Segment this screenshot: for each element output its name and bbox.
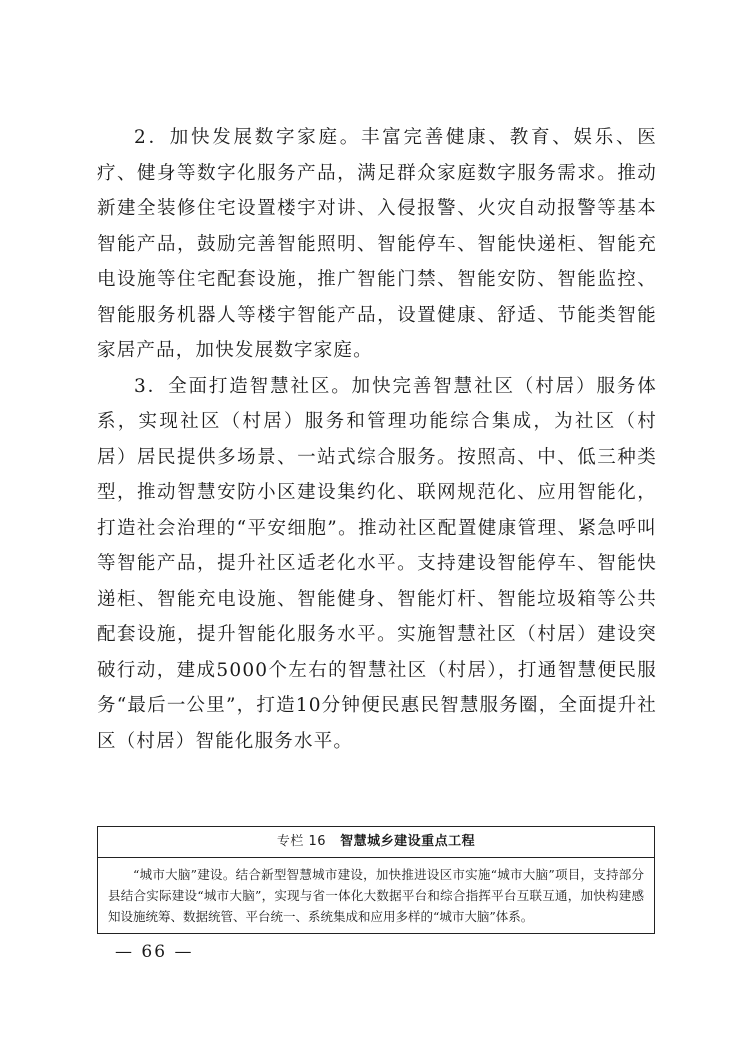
paragraph-digital-home: 2．加快发展数字家庭。丰富完善健康、教育、娱乐、医疗、健身等数字化服务产品，满足群众家庭数字服务需求。推动新建全装修住宅设置楼宇对讲、入侵报警、火灾自动报警等基本智能产品，鼓励完善智能照明、智能停车、智能快递柜、智能充电设施等住宅配套设施，推广智能门禁、智能安防、智能监控、智能服务机器人等楼宇智能产品，设置健康、舒适、节能类智能家居产品，加快发展数字家庭。 <box>97 127 657 361</box>
page-number: — 66 — <box>115 942 194 962</box>
feature-box-body: “城市大脑”建设。结合新型智慧城市建设，加快推进设区市实施“城市大脑”项目，支持部分县结合实际建设“城市大脑”，实现与省一体化大数据平台和综合指挥平台互联互通，加快构建感知设施统筹、数据统管、平台统一、系统集成和应用多样的“城市大脑”体系。 <box>108 867 644 924</box>
feature-box <box>97 826 655 934</box>
paragraph-smart-community: 3．全面打造智慧社区。加快完善智慧社区（村居）服务体系，实现社区（村居）服务和管理功能综合集成，为社区（村居）居民提供多场景、一站式综合服务。按照高、中、低三种类型，推动智慧安防小区建设集约化、联网规范化、应用智能化，打造社会治理的“平安细胞”。推动社区配置健康管理、紧急呼叫等智能产品，提升社区适老化水平。支持建设智能停车、智能快递柜、智能充电设施、智能健身、智能灯杆、智能垃圾箱等公共配套设施，提升智能化服务水平。实施智慧社区（村居）建设突破行动，建成5000个左右的智慧社区（村居），打通智慧便民服务“最后一公里”，打造10分钟便民惠民智慧服务圈，全面提升社区（村居）智能化服务水平。 <box>97 375 657 752</box>
feature-box-header <box>98 827 654 858</box>
feature-box-title: 智慧城乡建设重点工程 <box>340 834 476 849</box>
body-text <box>97 120 657 759</box>
feature-box-number: 专栏 16 <box>276 834 327 849</box>
